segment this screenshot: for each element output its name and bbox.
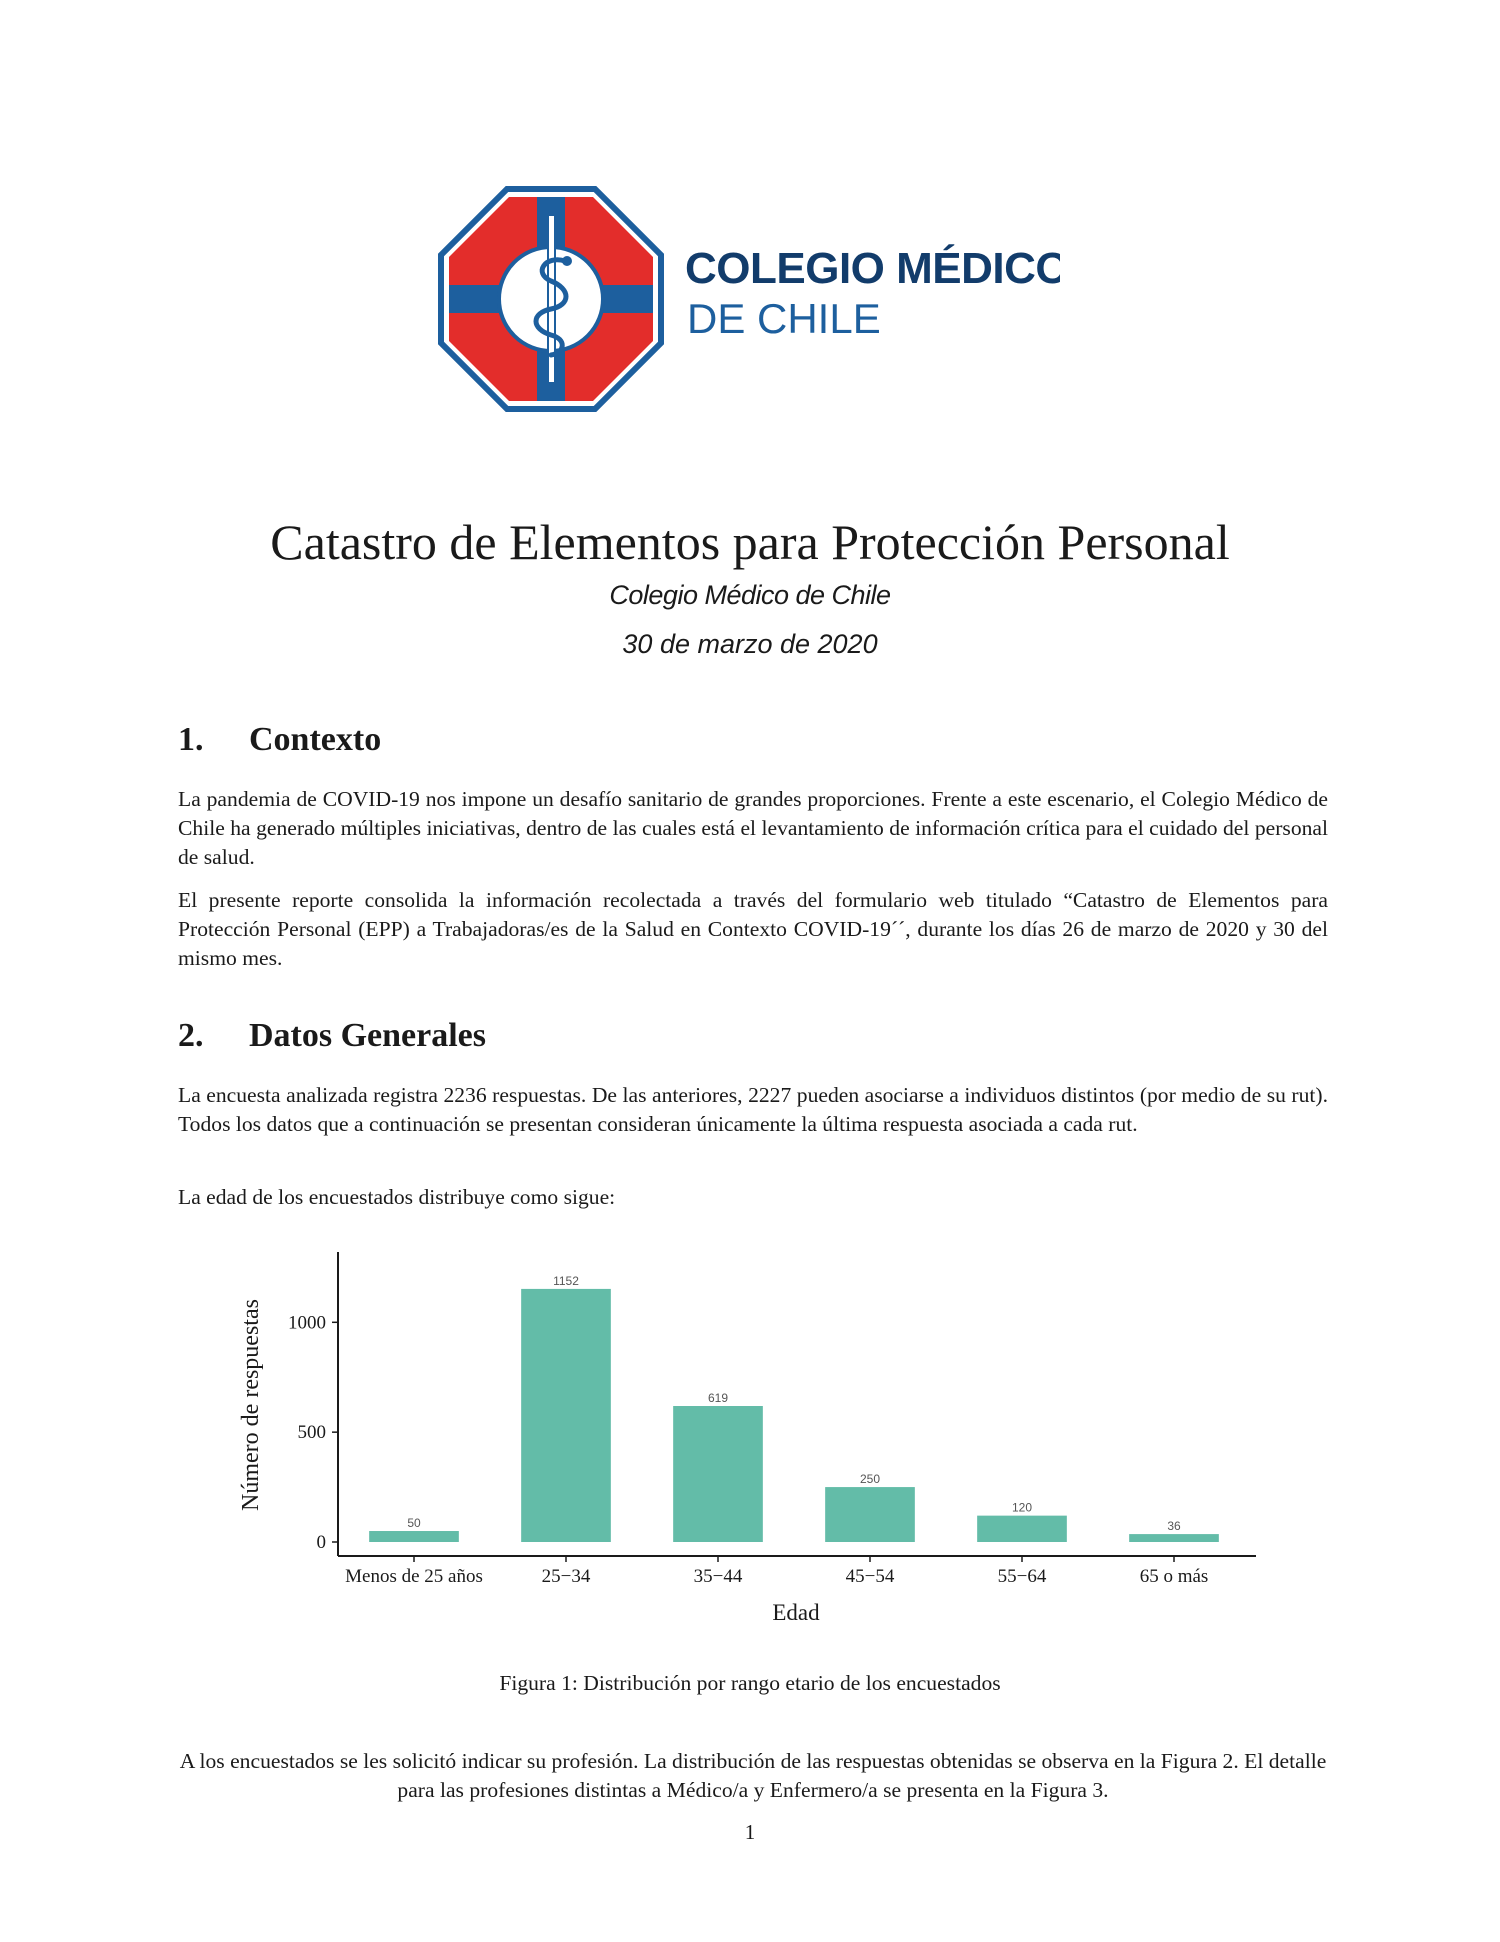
paragraph: El presente reporte consolida la información recolectada a través del formulario web titulado “Catastro de Elementos para Protección Personal (EPP) a Trabajadoras/es de la Salud en Contexto COVID-19´´, durante los días 26 de marzo de 2020 y 30 del mismo mes.: [178, 888, 1328, 970]
section-heading-contexto: [178, 720, 381, 760]
bar: [369, 1531, 459, 1542]
document-subtitle: Colegio Médico de Chile: [609, 580, 891, 610]
section-number: 1.: [178, 721, 204, 758]
x-tick-label: 45−54: [845, 1566, 895, 1587]
paragraph: La encuesta analizada registra 2236 respuestas. De las anteriores, 2227 pueden asociarse a individuos distintos (por medio de su rut). Todos los datos que a continuación se presentan consideran únicamente la última respuesta asociada a cada rut.: [178, 1083, 1328, 1136]
document-title: Catastro de Elementos para Protección Personal: [270, 514, 1230, 570]
section-number: 2.: [178, 1017, 204, 1054]
bar-value-label: 36: [1167, 1519, 1181, 1534]
bar: [521, 1289, 611, 1542]
page-number: 1: [744, 1820, 756, 1844]
y-tick-label: 500: [297, 1422, 326, 1444]
chart-svg: [230, 1240, 1270, 1630]
y-tick-label: 0: [316, 1532, 326, 1553]
paragraph: A los encuestados se les solicitó indicar su profesión. La distribución de las respuestas obtenidas se observa en la Figura 2. El detalle para las profesiones distintas a Médico/a y Enfermero/a se presenta en la Figura 3.: [179, 1749, 1327, 1802]
section-heading-datos-generales: [178, 1016, 486, 1056]
bar-value-label: 120: [1011, 1500, 1033, 1515]
y-tick-label: 1000: [288, 1312, 326, 1334]
bar: [673, 1406, 763, 1542]
x-tick-label: 25−34: [541, 1566, 591, 1587]
x-axis-label: Edad: [772, 1600, 820, 1625]
colegio-medico-logo: [437, 185, 1060, 413]
logo-emblem: [437, 185, 1060, 413]
paragraph: La edad de los encuestados distribuye como sigue:: [178, 1185, 616, 1209]
age-distribution-chart: [230, 1240, 1270, 1630]
x-tick-label: 65 o más: [1139, 1566, 1209, 1587]
x-tick-label: 55−64: [997, 1566, 1047, 1587]
figure-caption: Figura 1: Distribución por rango etario de los encuestados: [499, 1671, 1001, 1695]
logo-name-line2: DE CHILE: [687, 295, 881, 342]
bar: [825, 1487, 915, 1542]
bar-value-label: 1152: [553, 1273, 579, 1288]
logo-name-line1: COLEGIO MÉDICO: [685, 244, 1060, 293]
paragraph: La pandemia de COVID-19 nos impone un desafío sanitario de grandes proporciones. Frente a este escenario, el Colegio Médico de Chile ha generado múltiples iniciativas, dentro de las cuales está el levantamiento de información crítica para el cuidado del personal de salud.: [178, 787, 1328, 869]
document-date: 30 de marzo de 2020: [622, 629, 878, 659]
bar-value-label: 250: [859, 1472, 881, 1487]
x-tick-label: 35−44: [693, 1566, 743, 1587]
bar: [977, 1516, 1067, 1542]
bar-value-label: 50: [407, 1516, 421, 1531]
y-axis-label: Número de respuestas: [238, 1299, 264, 1511]
bar-value-label: 619: [707, 1391, 729, 1406]
bar: [1129, 1534, 1219, 1542]
x-tick-label: Menos de 25 años: [345, 1566, 483, 1587]
section-title: Contexto: [249, 721, 382, 758]
section-title: Datos Generales: [249, 1017, 487, 1054]
